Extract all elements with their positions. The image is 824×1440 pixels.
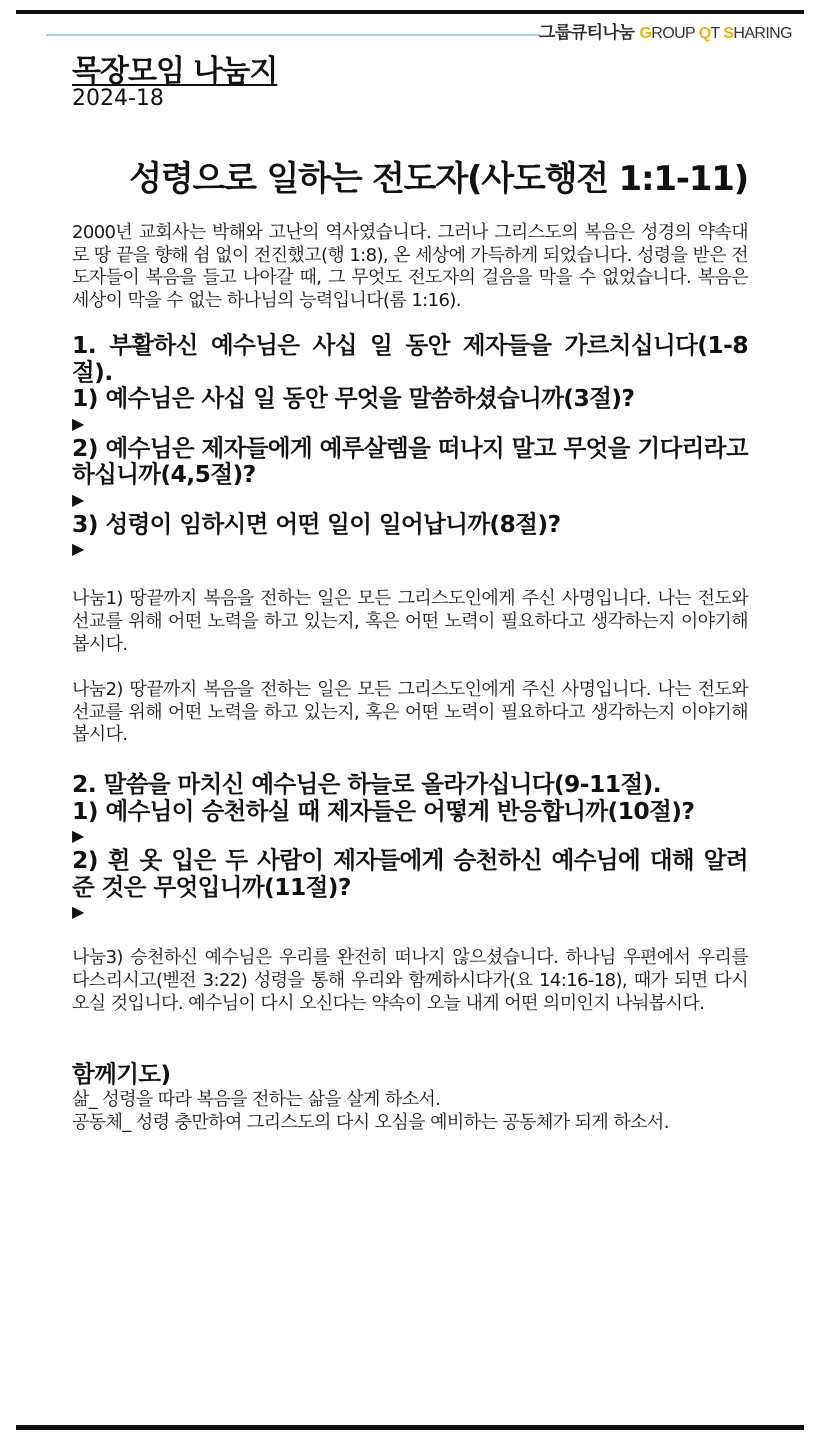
prayer-heading: 함께기도) — [72, 1059, 171, 1088]
section-2-question-1: 1) 예수님이 승천하실 때 제자들은 어떻게 반응합니까(10절)? — [72, 796, 695, 825]
brand-korean-text: 그룹큐티나눔 — [538, 23, 635, 43]
section-1 — [72, 332, 748, 560]
prayer-community: 공동체_ 성령 충만하여 그리스도의 다시 오심을 예비하는 공동체가 되게 하소서. — [72, 1111, 669, 1133]
sharing-1: 나눔1) 땅끝까지 복음을 전하는 일은 모든 그리스도인에게 주신 사명입니다. 나는 전도와 선교를 위해 어떤 노력을 하고 있는지, 혹은 어떤 노력이 필요하다고 생각하는지 이야기해봅시다. — [72, 588, 748, 655]
answer-arrow-icon: ▶ — [72, 489, 85, 509]
document-body — [72, 54, 748, 1134]
prayer-life: 삶_ 성령을 따라 복음을 전하는 삶을 살게 하소서. — [72, 1088, 441, 1110]
sharing-3: 나눔3) 승천하신 예수님은 우리를 완전히 떠나지 않으셨습니다. 하나님 우편에서 우리를 다스리시고(벧전 3:22) 성령을 통해 우리와 함께하시다가(요 14:16-18), 때가 되면 다시 오실 것입니다. 예수님이 다시 오신다는 약속이 오늘 내게 어떤 의미인지 나눠봅시다. — [72, 947, 748, 1014]
top-border-rule — [16, 10, 804, 14]
section-2 — [72, 771, 748, 923]
answer-arrow-icon: ▶ — [72, 826, 85, 846]
bottom-border-rule — [16, 1425, 804, 1430]
answer-arrow-icon: ▶ — [72, 902, 85, 922]
section-1-heading: 1. 부활하신 예수님은 사십 일 동안 제자들을 가르치십니다(1-8절). — [72, 331, 748, 386]
sharing-2: 나눔2) 땅끝까지 복음을 전하는 일은 모든 그리스도인에게 주신 사명입니다. 나는 전도와 선교를 위해 어떤 노력을 하고 있는지, 혹은 어떤 노력이 필요하다고 생각하는지 이야기해봅시다. — [72, 678, 748, 746]
section-2-question-2: 2) 흰 옷 입은 두 사람이 제자들에게 승천하신 예수님에 대해 알려준 것은 무엇입니까(11절)? — [72, 846, 748, 901]
brand-logo — [539, 22, 792, 45]
document-issue-number: 2024-18 — [72, 86, 164, 111]
section-1-question-3: 3) 성령이 임하시면 어떤 일이 일어납니까(8절)? — [72, 509, 561, 538]
answer-arrow-icon: ▶ — [72, 539, 85, 559]
brand-english-text: GROUP QT SHARING — [639, 25, 792, 42]
answer-arrow-icon: ▶ — [72, 413, 85, 433]
sermon-intro-paragraph: 2000년 교회사는 박해와 고난의 역사였습니다. 그러나 그리스도의 복음은 성경의 약속대로 땅 끝을 향해 쉼 없이 전진했고(행 1:8), 온 세상에 가득하게 되었습니다. 성령을 받은 전도자들이 복음을 들고 나아갈 때, 그 무엇도 전도자의 걸음을 막을 수 없었습니다. 복음은 세상이 막을 수 없는 하나님의 능력입니다(롬 1:16). — [72, 222, 748, 311]
brand-divider-line — [46, 34, 540, 36]
brand-header — [46, 22, 792, 44]
sermon-title: 성령으로 일하는 전도자(사도행전 1:1-11) — [129, 159, 748, 199]
section-1-question-1: 1) 예수님은 사십 일 동안 무엇을 말씀하셨습니까(3절)? — [72, 384, 635, 413]
section-1-question-2: 2) 예수님은 제자들에게 예루살렘을 떠나지 말고 무엇을 기다리라고 하십니까(4,5절)? — [72, 433, 748, 489]
section-2-heading: 2. 말씀을 마치신 예수님은 하늘로 올라가십니다(9-11절). — [72, 770, 662, 799]
document-title: 목장모임 나눔지 — [72, 54, 278, 89]
